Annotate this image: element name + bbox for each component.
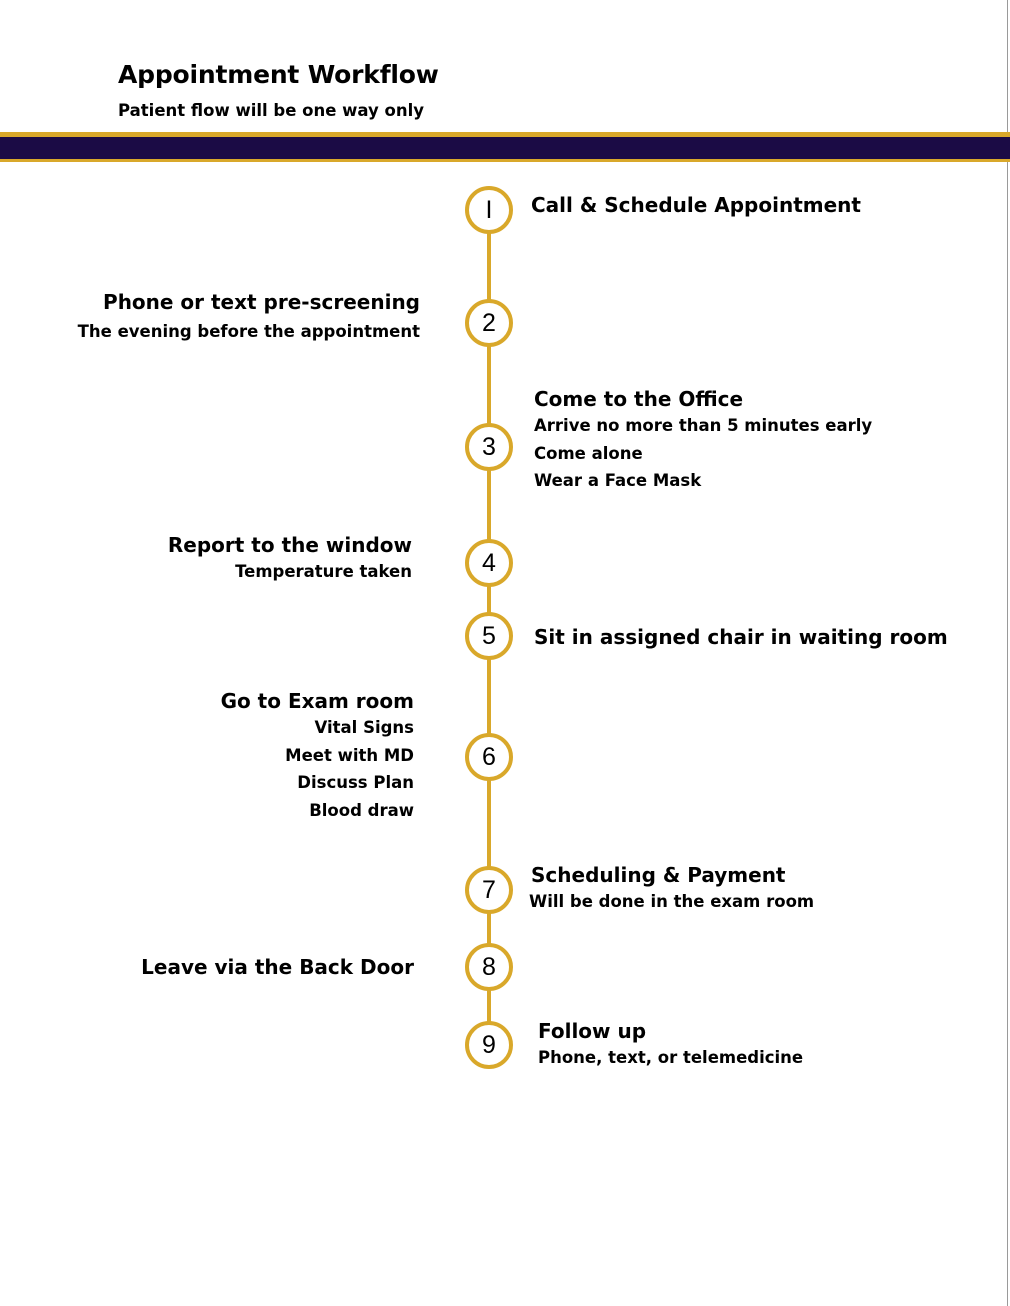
step-9-circle: 9 xyxy=(465,1021,513,1069)
step-6-text xyxy=(221,689,414,824)
step-2-text xyxy=(78,290,420,346)
step-6-detail: Vital Signs xyxy=(314,718,414,737)
step-5-circle: 5 xyxy=(465,612,513,660)
step-9-text xyxy=(538,1019,803,1072)
step-5-heading: Sit in assigned chair in waiting room xyxy=(534,625,948,649)
step-6-detail: Discuss Plan xyxy=(297,773,414,792)
step-6-circle: 6 xyxy=(465,733,513,781)
step-4-detail: Temperature taken xyxy=(235,562,412,581)
step-3-heading: Come to the Office xyxy=(534,387,744,411)
step-2-heading: Phone or text pre-screening xyxy=(103,290,420,314)
step-3-detail: Come alone xyxy=(534,443,643,463)
page-title: Appointment Workflow xyxy=(118,60,439,89)
step-3-text xyxy=(534,387,872,495)
step-2-detail: The evening before the appointment xyxy=(77,322,420,341)
step-7-text xyxy=(531,863,814,916)
step-4-text xyxy=(168,533,412,586)
step-7-detail: Will be done in the exam room xyxy=(529,892,815,911)
step-8-heading: Leave via the Back Door xyxy=(141,955,414,979)
step-6-heading: Go to Exam room xyxy=(220,689,414,713)
step-6-detail: Meet with MD xyxy=(285,745,414,765)
step-3-detail: Wear a Face Mask xyxy=(534,471,702,490)
step-3-circle: 3 xyxy=(465,423,513,471)
step-9-detail: Phone, text, or telemedicine xyxy=(538,1048,804,1067)
step-1-heading: Call & Schedule Appointment xyxy=(531,193,861,217)
step-3-detail: Arrive no more than 5 minutes early xyxy=(534,416,873,435)
step-8-circle: 8 xyxy=(465,943,513,991)
step-9-heading: Follow up xyxy=(538,1019,647,1043)
band-purple-stripe xyxy=(0,137,1010,159)
step-6-detail: Blood draw xyxy=(309,800,414,820)
step-7-circle: 7 xyxy=(465,866,513,914)
step-4-circle: 4 xyxy=(465,539,513,587)
band-gold-bottom-stripe xyxy=(0,159,1010,162)
header-band xyxy=(0,132,1010,162)
step-7-heading: Scheduling & Payment xyxy=(531,863,786,887)
page-edge-line xyxy=(1007,0,1008,1306)
page-subtitle: Patient flow will be one way only xyxy=(118,101,425,120)
step-2-circle: 2 xyxy=(465,299,513,347)
step-4-heading: Report to the window xyxy=(167,533,412,557)
step-1-circle: I xyxy=(465,186,513,234)
